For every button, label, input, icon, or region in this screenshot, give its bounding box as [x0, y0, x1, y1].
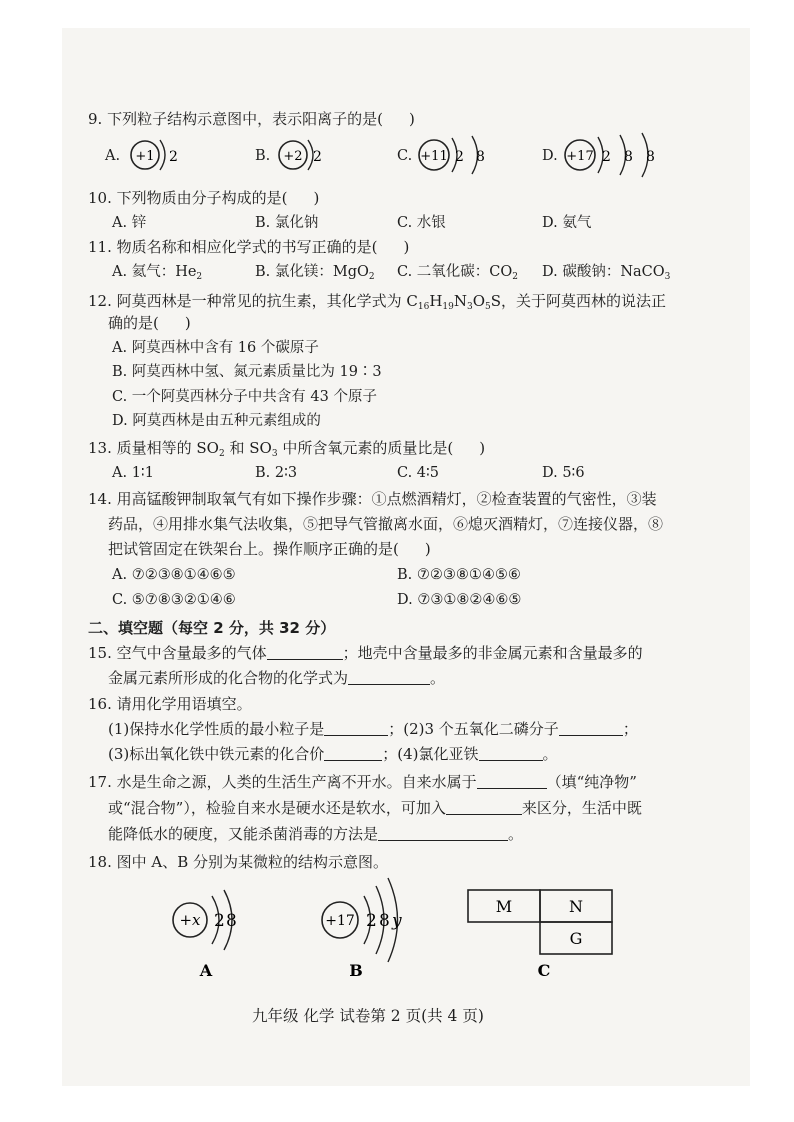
- nucleus-charge: +x: [179, 911, 201, 929]
- electron-count: 2: [169, 149, 178, 165]
- q13-stem: 13. 质量相等的 $SO_2$ 和 $SO_3$ 中所含氧元素的质量比是( ): [88, 439, 486, 459]
- q10-option-a: A. 锌: [112, 215, 147, 231]
- q12-option-a: A. 阿莫西林中含有 16 个碳原子: [112, 340, 319, 356]
- electron-count: 2: [214, 911, 225, 931]
- answer-blank[interactable]: [477, 774, 547, 789]
- q12-stem-cont: 确的是( ): [108, 314, 191, 332]
- q11-option-d: D. 碳酸钠：NaCO$_3$: [542, 264, 671, 282]
- q15-line-2: 金属元素所形成的化合物的化学式为 。: [108, 669, 446, 687]
- q9-option-c-diagram: [414, 132, 494, 178]
- page-footer: 九年级 化学 试卷第 2 页(共 4 页): [252, 1007, 484, 1025]
- q18-diagram-b: [310, 872, 420, 984]
- answer-blank[interactable]: [446, 800, 522, 815]
- q14-option-c: C. ⑤⑦⑧③②①④⑥: [112, 592, 236, 608]
- q9-option-c-label: C.: [397, 148, 413, 164]
- q9-option-b-label: B.: [255, 148, 271, 164]
- electron-count: 2: [313, 149, 322, 165]
- q18-diagram-c-periodic-table: [462, 884, 622, 984]
- electron-count: 8: [379, 911, 390, 931]
- q17-line-2: 或“混合物”），检验自来水是硬水还是软水，可加入 来区分，生活中既: [108, 799, 642, 817]
- q14-option-a: A. ⑦②③⑧①④⑥⑤: [112, 567, 236, 583]
- electron-count: 2: [602, 149, 611, 165]
- q12-stem: 12. 阿莫西林是一种常见的抗生素，其化学式为 $C_{16}H_{19}N_3O_5S$，关于阿莫西林的说法正: [88, 292, 667, 312]
- q13-option-b: B. 2∶3: [255, 465, 298, 481]
- q15-line-1: 15. 空气中含量最多的气体 ；地壳中含量最多的非金属元素和含量最多的: [88, 644, 643, 662]
- electron-count: 8: [476, 149, 485, 165]
- section-fill-in-heading: 二、填空题（每空 2 分，共 32 分）: [88, 619, 336, 637]
- q11-option-a: A. 氦气：$He_2$: [112, 264, 203, 282]
- answer-blank[interactable]: [378, 826, 508, 841]
- q13-option-a: A. 1∶1: [112, 465, 154, 481]
- diagram-label: B: [349, 961, 363, 980]
- q13-option-d: D. 5∶6: [542, 465, 585, 481]
- answer-blank[interactable]: [267, 645, 343, 660]
- q14-option-d: D. ⑦③①⑧②④⑥⑤: [397, 592, 522, 608]
- electron-count: 8: [646, 149, 655, 165]
- electron-count: y: [392, 911, 402, 931]
- q14-line-3: 把试管固定在铁架台上。操作顺序正确的是( ): [108, 540, 431, 558]
- electron-count: 8: [226, 911, 237, 931]
- answer-blank[interactable]: [479, 746, 543, 761]
- element-symbol: N: [569, 897, 583, 916]
- q11-option-b: B. 氯化镁：MgO$_2$: [255, 264, 375, 282]
- diagram-label: C: [537, 961, 551, 980]
- q18-diagram-a: [160, 874, 270, 984]
- q11-stem: 11. 物质名称和相应化学式的书写正确的是( ): [88, 238, 410, 256]
- q14-line-2: 药品，④用排水集气法收集，⑤把导气管撤离水面，⑥熄灭酒精灯，⑦连接仪器，⑧: [108, 515, 664, 533]
- q14-option-b: B. ⑦②③⑧①④⑤⑥: [397, 567, 521, 583]
- electron-count: 8: [624, 149, 633, 165]
- electron-count: 2: [366, 911, 377, 931]
- q16-line-1: (1)保持水化学性质的最小粒子是 ；(2)3 个五氧化二磷分子 ；: [108, 720, 638, 738]
- q17-line-3: 能降低水的硬度，又能杀菌消毒的方法是 。: [108, 825, 524, 843]
- electron-count: 2: [455, 149, 464, 165]
- nucleus-charge: +2: [283, 149, 303, 164]
- answer-blank[interactable]: [559, 721, 623, 736]
- q9-option-a-diagram: [126, 134, 186, 176]
- q13-option-c: C. 4∶5: [397, 465, 440, 481]
- q10-stem: 10. 下列物质由分子构成的是( ): [88, 189, 320, 207]
- q16-stem: 16. 请用化学用语填空。: [88, 695, 252, 713]
- q16-line-2: (3)标出氧化铁中铁元素的化合价 ；(4)氯化亚铁 。: [108, 745, 558, 763]
- q9-option-a-label: A.: [105, 148, 121, 164]
- q9-option-d-diagram: [560, 130, 670, 180]
- q12-option-d: D. 阿莫西林是由五种元素组成的: [112, 413, 321, 429]
- q11-option-c: C. 二氧化碳：$CO_2$: [397, 264, 519, 282]
- nucleus-charge: +17: [566, 149, 594, 164]
- nucleus-charge: +17: [325, 913, 355, 929]
- q10-option-c: C. 水银: [397, 215, 446, 231]
- answer-blank[interactable]: [324, 746, 382, 761]
- answer-blank[interactable]: [348, 670, 430, 685]
- element-symbol: G: [569, 929, 583, 948]
- q17-line-1: 17. 水是生命之源，人类的生活生产离不开水。自来水属于 （填“纯净物”: [88, 773, 637, 791]
- q9-option-d-label: D.: [542, 148, 558, 164]
- q10-option-d: D. 氨气: [542, 215, 592, 231]
- q14-line-1: 14. 用高锰酸钾制取氧气有如下操作步骤：①点燃酒精灯，②检查装置的气密性，③装: [88, 490, 657, 508]
- q9-stem: 9. 下列粒子结构示意图中，表示阳离子的是( ): [88, 110, 415, 128]
- q18-stem: 18. 图中 A、B 分别为某微粒的结构示意图。: [88, 853, 389, 871]
- q10-option-b: B. 氯化钠: [255, 215, 319, 231]
- electron-shell-arc: [160, 140, 165, 170]
- answer-blank[interactable]: [324, 721, 388, 736]
- element-symbol: M: [495, 897, 513, 916]
- q12-option-c: C. 一个阿莫西林分子中共含有 43 个原子: [112, 389, 377, 405]
- nucleus-charge: +11: [420, 149, 448, 164]
- q12-option-b: B. 阿莫西林中氢、氮元素质量比为 19∶3: [112, 364, 382, 380]
- diagram-label: A: [199, 961, 213, 980]
- q9-option-b-diagram: [274, 134, 334, 176]
- nucleus-charge: +1: [135, 149, 155, 164]
